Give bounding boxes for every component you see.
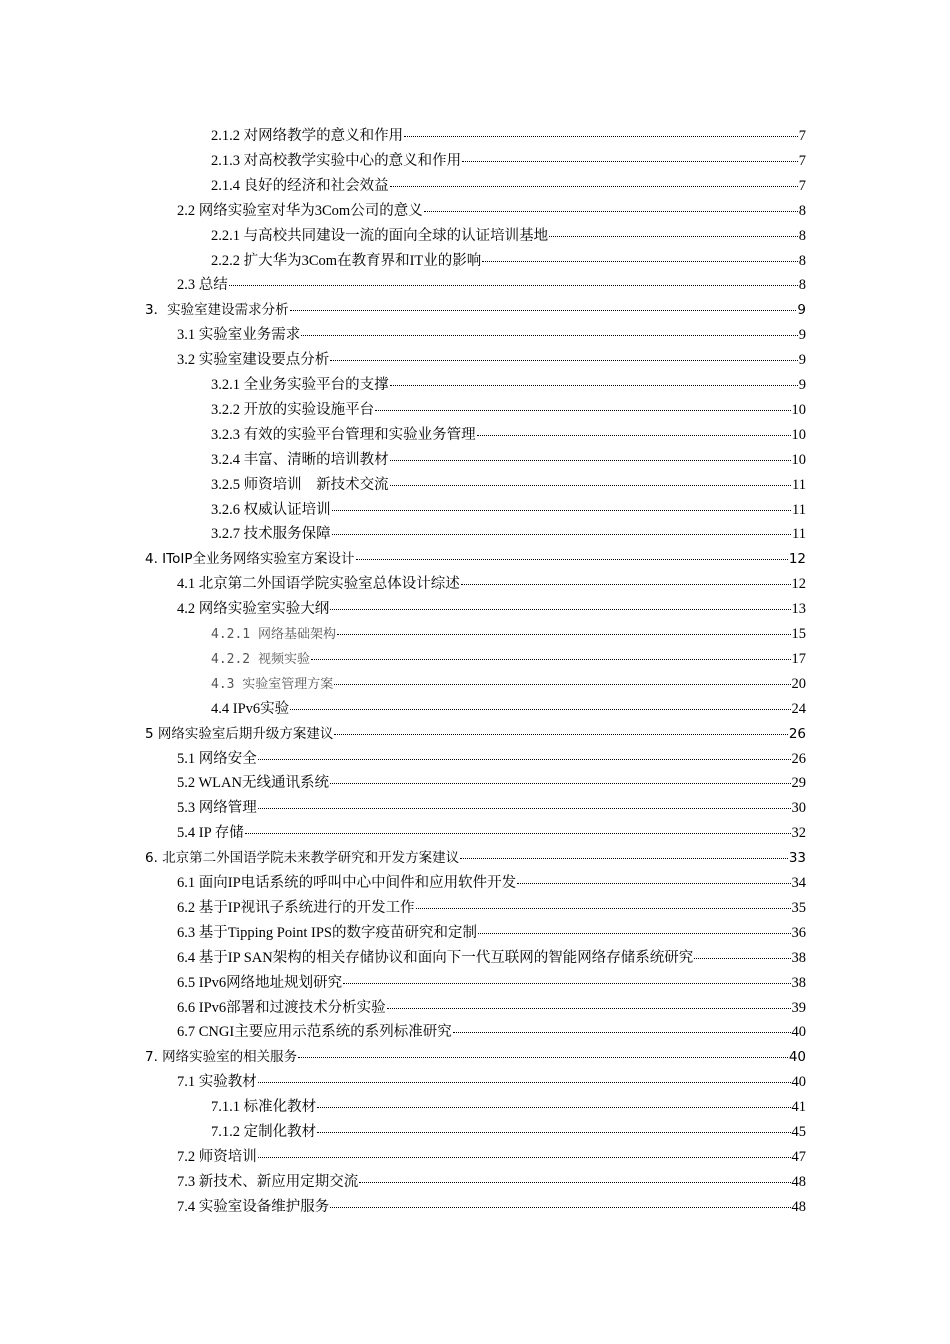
dot-leader	[334, 734, 787, 735]
dot-leader	[461, 584, 791, 585]
toc-entry-page-number: 38	[791, 949, 806, 966]
toc-entry-title: 3.2.3 有效的实验平台管理和实验业务管理	[211, 426, 476, 443]
toc-entry-page-number: 33	[788, 850, 806, 867]
toc-entry-title: 7.2 师资培训	[177, 1148, 257, 1165]
dot-leader	[317, 1107, 790, 1108]
toc-entry[interactable]	[211, 522, 806, 547]
dot-leader	[387, 1008, 791, 1009]
toc-entry[interactable]	[211, 373, 806, 398]
toc-entry[interactable]	[211, 249, 806, 274]
toc-entry-page-number: 26	[788, 725, 806, 742]
toc-entry[interactable]	[177, 946, 806, 971]
toc-entry-title: 6.6 IPv6部署和过渡技术分析实验	[177, 999, 386, 1016]
toc-entry[interactable]	[177, 1170, 806, 1195]
toc-entry[interactable]	[211, 448, 806, 473]
toc-entry[interactable]	[211, 1095, 806, 1120]
toc-entry-title: 5.3 网络管理	[177, 800, 257, 817]
toc-entry-page-number: 7	[798, 128, 806, 144]
dot-leader	[332, 510, 791, 511]
toc-entry-page-number: 47	[791, 1148, 806, 1165]
toc-entry-title: 6.4 基于IP SAN架构的相关存储协议和面向下一代互联网的智能网络存储系统研究	[177, 949, 694, 966]
dot-leader	[404, 136, 798, 137]
toc-entry-page-number: 17	[791, 650, 806, 667]
toc-entry-page-number: 26	[791, 750, 806, 767]
toc-entry-title: 2.2.2 扩大华为3Com在教育界和IT业的影响	[211, 252, 482, 269]
dot-leader	[301, 335, 798, 336]
toc-entry-title: 3.2.2 开放的实验设施平台	[211, 401, 375, 418]
toc-entry-page-number: 40	[791, 1074, 806, 1091]
dot-leader	[290, 310, 797, 311]
toc-entry-page-number: 9	[798, 352, 806, 369]
toc-entry-title: 7.4 实验室设备维护服务	[177, 1198, 330, 1215]
toc-entry-page-number: 8	[798, 252, 806, 269]
toc-entry-page-number: 24	[791, 700, 806, 717]
toc-entry-page-number: 48	[791, 1198, 806, 1215]
toc-entry[interactable]	[211, 423, 806, 448]
toc-entry-page-number: 13	[791, 601, 806, 618]
dot-leader	[359, 1182, 790, 1183]
toc-entry[interactable]	[177, 348, 806, 373]
toc-entry-page-number: 32	[791, 825, 806, 842]
dot-leader	[460, 858, 788, 859]
dot-leader	[482, 261, 797, 262]
dot-leader	[334, 684, 790, 685]
toc-entry-title: 4.1 北京第二外国语学院实验室总体设计综述	[177, 576, 460, 593]
dot-leader	[311, 659, 791, 660]
toc-entry-title: 4.3 实验室管理方案	[211, 676, 334, 692]
toc-entry-title: 7.1 实验教材	[177, 1074, 257, 1091]
toc-entry[interactable]	[177, 771, 806, 796]
toc-entry-title: 5.1 网络安全	[177, 750, 257, 767]
toc-entry-page-number: 34	[791, 875, 806, 891]
toc-entry-title: 2.2 网络实验室对华为3Com公司的意义	[177, 202, 423, 219]
toc-entry-page-number: 36	[791, 924, 806, 941]
toc-entry-page-number: 12	[791, 576, 806, 593]
dot-leader	[478, 933, 791, 934]
toc-entry[interactable]	[211, 622, 806, 647]
toc-entry-title: 6.7 CNGI主要应用示范系统的系列标准研究	[177, 1024, 452, 1041]
dot-leader	[453, 1032, 791, 1033]
toc-entry[interactable]	[177, 199, 806, 224]
dot-leader	[258, 808, 791, 809]
toc-entry[interactable]	[177, 971, 806, 996]
dot-leader	[356, 559, 788, 560]
toc-entry[interactable]	[211, 672, 806, 697]
toc-entry-title: 4.2.1 网络基础架构	[211, 627, 336, 642]
toc-entry-title: 4.4 IPv6实验	[211, 700, 290, 717]
toc-entry[interactable]	[211, 398, 806, 423]
toc-entry-title: 3．实验室建设需求分析	[145, 302, 289, 319]
dot-leader	[258, 1157, 791, 1158]
toc-entry-page-number: 38	[791, 974, 806, 991]
dot-leader	[390, 460, 791, 461]
toc-entry-title: 6.5 IPv6网络地址规划研究	[177, 974, 343, 991]
toc-entry-page-number: 30	[791, 800, 806, 817]
toc-entry[interactable]	[177, 1070, 806, 1095]
dot-leader	[258, 1082, 791, 1083]
toc-entry-title: 5.2 WLAN无线通讯系统	[177, 775, 329, 792]
toc-entry-page-number: 10	[791, 426, 806, 443]
dot-leader	[694, 958, 790, 959]
toc-entry-title: 3.2.6 权威认证培训	[211, 501, 331, 518]
toc-entry[interactable]	[177, 921, 806, 946]
dot-leader	[390, 186, 798, 187]
toc-entry-title: 3.1 实验室业务需求	[177, 327, 301, 344]
toc-entry[interactable]	[211, 647, 806, 672]
toc-entry[interactable]	[177, 1195, 806, 1220]
toc-entry-page-number: 15	[791, 626, 806, 642]
dot-leader	[330, 1207, 790, 1208]
dot-leader	[337, 634, 791, 635]
toc-entry-page-number: 40	[791, 1024, 806, 1041]
toc-entry-page-number: 8	[798, 227, 806, 244]
toc-entry-page-number: 7	[798, 177, 806, 194]
dot-leader	[477, 435, 791, 436]
toc-entry-title: 3.2.5 师资培训 新技术交流	[211, 476, 389, 493]
toc-entry-title: 3.2.1 全业务实验平台的支撑	[211, 377, 389, 393]
toc-entry-page-number: 45	[791, 1124, 806, 1140]
dot-leader	[330, 783, 791, 784]
toc-entry[interactable]	[177, 323, 806, 348]
dot-leader	[258, 759, 791, 760]
toc-entry-title: 4. IToIP全业务网络实验室方案设计	[145, 551, 355, 568]
toc-entry[interactable]	[177, 1020, 806, 1045]
dot-leader	[298, 1057, 788, 1058]
toc-entry-page-number: 7	[798, 152, 806, 169]
dot-leader	[332, 534, 791, 535]
toc-entry[interactable]	[177, 1145, 806, 1170]
toc-entry[interactable]	[211, 473, 806, 498]
toc-entry-title: 7. 网络实验室的相关服务	[145, 1049, 298, 1066]
toc-entry-page-number: 9	[798, 377, 806, 393]
toc-entry-page-number: 20	[791, 675, 806, 692]
toc-entry-title: 2.1.3 对高校教学实验中心的意义和作用	[211, 152, 462, 169]
toc-entry[interactable]	[211, 697, 806, 722]
toc-entry-page-number: 41	[791, 1099, 806, 1116]
toc-entry[interactable]	[211, 174, 806, 199]
toc-entry-title: 2.1.2 对网络教学的意义和作用	[211, 128, 404, 144]
dot-leader	[390, 385, 798, 386]
toc-entry-page-number: 35	[791, 899, 806, 916]
toc-entry[interactable]	[177, 821, 806, 846]
dot-leader	[229, 285, 798, 286]
toc-entry-page-number: 9	[797, 302, 806, 319]
toc-entry-title: 5.4 IP 存储	[177, 825, 244, 842]
toc-entry[interactable]	[145, 846, 806, 871]
toc-entry-page-number: 11	[792, 501, 806, 518]
toc-entry[interactable]	[211, 498, 806, 523]
dot-leader	[330, 360, 798, 361]
dot-leader	[290, 709, 790, 710]
dot-leader	[462, 161, 798, 162]
toc-entry-page-number: 29	[791, 775, 806, 792]
toc-entry-title: 4.2.2 视频实验	[211, 651, 310, 667]
dot-leader	[517, 883, 790, 884]
toc-entry-page-number: 39	[791, 999, 806, 1016]
toc-entry[interactable]	[211, 1120, 806, 1145]
toc-entry[interactable]	[145, 298, 806, 323]
toc-entry[interactable]	[177, 747, 806, 772]
dot-leader	[317, 1132, 790, 1133]
toc-entry-page-number: 8	[798, 277, 806, 294]
toc-entry[interactable]	[177, 572, 806, 597]
toc-entry-page-number: 40	[788, 1049, 806, 1066]
toc-entry[interactable]	[177, 996, 806, 1021]
toc-entry-title: 4.2 网络实验室实验大纲	[177, 601, 330, 618]
toc-entry-title: 7.3 新技术、新应用定期交流	[177, 1173, 359, 1190]
toc-entry-page-number: 48	[791, 1173, 806, 1190]
toc-entry-title: 6. 北京第二外国语学院未来教学研究和开发方案建议	[145, 850, 460, 867]
toc-entry-title: 5 网络实验室后期升级方案建议	[145, 725, 334, 742]
dot-leader	[343, 983, 790, 984]
toc-entry[interactable]	[145, 722, 806, 747]
toc-entry[interactable]	[177, 796, 806, 821]
toc-entry-title: 3.2.7 技术服务保障	[211, 526, 331, 543]
dot-leader	[245, 833, 791, 834]
toc-entry-title: 2.3 总结	[177, 277, 228, 294]
dot-leader	[424, 211, 798, 212]
dot-leader	[330, 609, 790, 610]
toc-entry-page-number: 12	[788, 551, 806, 568]
toc-entry[interactable]	[177, 597, 806, 622]
toc-entry[interactable]	[177, 273, 806, 298]
toc-entry-page-number: 11	[792, 526, 806, 543]
toc-entry[interactable]	[145, 1045, 806, 1070]
dot-leader	[375, 410, 790, 411]
toc-entry-title: 3.2 实验室建设要点分析	[177, 352, 330, 369]
toc-entry-title: 6.3 基于Tipping Point IPS的数字疫苗研究和定制	[177, 924, 477, 941]
toc-entry-title: 2.2.1 与高校共同建设一流的面向全球的认证培训基地	[211, 227, 549, 244]
dot-leader	[416, 908, 791, 909]
toc-entry-page-number: 10	[791, 401, 806, 418]
toc-entry-title: 6.2 基于IP视讯子系统进行的开发工作	[177, 899, 415, 916]
toc-entry-title: 7.1.2 定制化教材	[211, 1124, 317, 1140]
toc-entry[interactable]	[177, 896, 806, 921]
dot-leader	[549, 236, 798, 237]
toc-entry[interactable]	[211, 124, 806, 149]
toc-entry[interactable]	[211, 149, 806, 174]
toc-entry-title: 6.1 面向IP电话系统的呼叫中心中间件和应用软件开发	[177, 875, 517, 891]
toc-entry-page-number: 10	[791, 451, 806, 468]
toc-entry[interactable]	[177, 871, 806, 896]
dot-leader	[390, 485, 791, 486]
toc-entry[interactable]	[211, 224, 806, 249]
toc-entry[interactable]	[145, 547, 806, 572]
toc-entry-page-number: 11	[792, 476, 806, 493]
toc-entry-title: 3.2.4 丰富、清晰的培训教材	[211, 451, 389, 468]
toc-entry-title: 7.1.1 标准化教材	[211, 1099, 317, 1116]
toc-entry-title: 2.1.4 良好的经济和社会效益	[211, 177, 389, 194]
toc-entry-page-number: 9	[798, 327, 806, 344]
toc-entry-page-number: 8	[798, 202, 806, 219]
